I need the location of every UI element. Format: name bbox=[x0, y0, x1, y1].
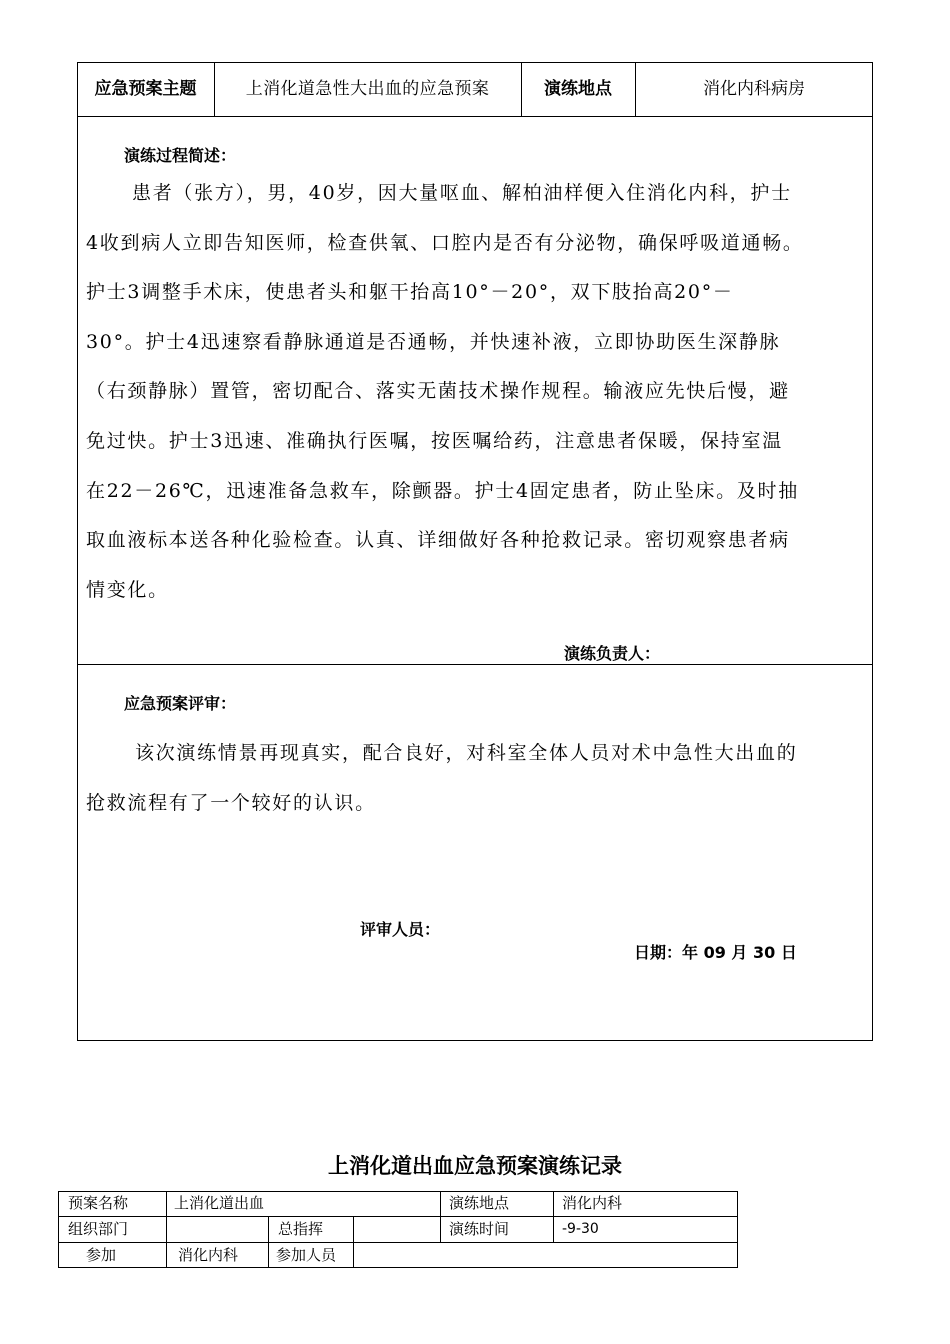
process-line: 免过快。护士3迅速、准确执行医嘱，按医嘱给药，注意患者保暖，保持室温 bbox=[86, 429, 783, 452]
record-cell: 上消化道出血 bbox=[174, 1194, 265, 1212]
record-cell: 演练地点 bbox=[449, 1194, 510, 1212]
record-col-divider bbox=[353, 1216, 354, 1268]
record-col-divider bbox=[440, 1191, 441, 1242]
record-title: 上消化道出血应急预案演练记录 bbox=[328, 1154, 622, 1178]
record-row-divider bbox=[58, 1216, 738, 1217]
drill-leader-label: 演练负责人： bbox=[564, 644, 661, 663]
record-cell: 参加人员 bbox=[276, 1246, 337, 1264]
theme-label: 应急预案主题 bbox=[94, 79, 197, 99]
record-cell: 消化内科 bbox=[178, 1246, 239, 1264]
record-cell: 演练时间 bbox=[449, 1220, 510, 1238]
record-cell: 参加 bbox=[86, 1246, 117, 1264]
record-col-divider bbox=[166, 1191, 167, 1268]
section-divider bbox=[77, 664, 873, 665]
process-line: 4收到病人立即告知医师，检查供氧、口腔内是否有分泌物，确保呼吸道通畅。 bbox=[86, 231, 804, 254]
review-line: 抢救流程有了一个较好的认识。 bbox=[86, 791, 376, 814]
review-date: 日期：年 09 月 30 日 bbox=[634, 943, 797, 962]
review-paragraph bbox=[86, 729, 868, 828]
review-heading: 应急预案评审： bbox=[124, 694, 237, 713]
process-line: 护士3调整手术床，使患者头和躯干抬高10°－20°，双下肢抬高20°－ bbox=[86, 281, 734, 304]
process-line: 取血液标本送各种化验检查。认真、详细做好各种抢救记录。密切观察患者病 bbox=[86, 529, 790, 552]
process-line: （右颈静脉）置管，密切配合、落实无菌技术操作规程。输液应先快后慢，避 bbox=[86, 380, 790, 403]
process-line: 在22－26℃，迅速准备急救车，除颤器。护士4固定患者，防止坠床。及时抽 bbox=[86, 479, 799, 502]
location-label: 演练地点 bbox=[544, 79, 612, 99]
process-heading: 演练过程简述： bbox=[124, 146, 237, 165]
process-line: 30°。护士4迅速察看静脉通道是否通畅，并快速补液，立即协助医生深静脉 bbox=[86, 330, 781, 353]
theme-value: 上消化道急性大出血的应急预案 bbox=[245, 79, 490, 99]
header-row-divider bbox=[77, 116, 873, 117]
record-cell: -9-30 bbox=[562, 1221, 599, 1237]
process-line: 情变化。 bbox=[86, 578, 169, 601]
location-value: 消化内科病房 bbox=[703, 79, 805, 99]
record-cell: 预案名称 bbox=[68, 1194, 129, 1212]
record-table bbox=[58, 1191, 738, 1268]
process-line: 患者（张方），男，40岁，因大量呕血、解柏油样便入住消化内科，护士 bbox=[132, 182, 792, 204]
record-cell: 组织部门 bbox=[68, 1220, 129, 1238]
review-line: 该次演练情景再现真实，配合良好，对科室全体人员对术中急性大出血的 bbox=[135, 742, 798, 764]
process-paragraph bbox=[86, 169, 868, 615]
record-cell: 总指挥 bbox=[278, 1220, 324, 1238]
record-col-divider bbox=[268, 1216, 269, 1268]
record-col-divider bbox=[553, 1191, 554, 1242]
record-cell: 消化内科 bbox=[562, 1194, 623, 1212]
record-row-divider bbox=[58, 1242, 738, 1243]
reviewers-label: 评审人员： bbox=[360, 920, 441, 939]
